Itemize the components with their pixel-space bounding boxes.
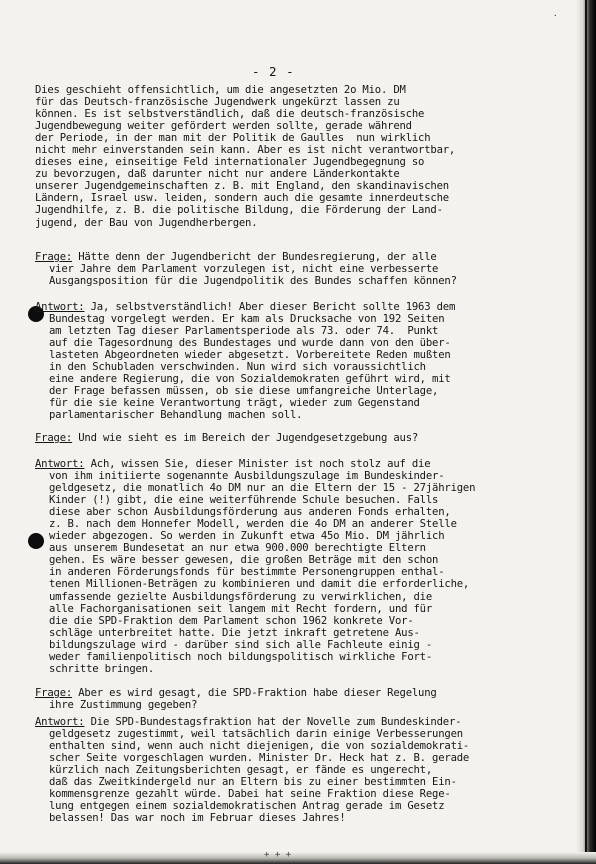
answer-block [35, 716, 555, 824]
line-text: jugend, der Bau von Jugendherbergen. [35, 216, 258, 229]
text-line [35, 663, 555, 675]
line-text: tenen Millionen-Beträgen zu kombinieren und damit die erforderliche, [49, 578, 470, 591]
line-text: alle Fachorganisationen seit langem mit Recht fordern, und für [49, 602, 433, 615]
text-line [35, 530, 555, 542]
line-text: geldgesetz zugestimmt, weil tatsächlich darin einige Verbesserungen [49, 728, 463, 741]
text-line [35, 800, 555, 812]
line-text: Jugendbewegung weiter gefördert werden sollte, gerade während [35, 120, 412, 133]
line-text: Kinder (!) gibt, die eine weiterführende Schule besuchen. Falls [49, 494, 439, 507]
line-text: dieses eine, einseitige Feld internationaler Jugendbegegnung so [35, 156, 425, 169]
text-line [35, 639, 555, 651]
text-line [35, 764, 555, 776]
line-text: ihre Zustimmung gegeben? [49, 699, 198, 712]
text-line [35, 96, 555, 108]
text-line [35, 120, 555, 132]
line-text: Ländern, Israel usw. leiden, sondern auch die gesamte innerdeutsche [35, 192, 449, 205]
speaker-label: Frage: [35, 687, 73, 699]
text-line [35, 275, 555, 287]
text-line [35, 313, 555, 325]
text-line [35, 349, 555, 361]
line-text: nicht mehr einverstanden sein kann. Aber es ist nicht verantwortbar, [35, 144, 456, 157]
intro-paragraph [35, 84, 555, 229]
text-line [35, 385, 555, 397]
line-text: bildungszulage wird - darüber sind sich alle Fachleute einig - [49, 638, 433, 651]
line-text: enthalten sind, wenn auch nicht diejenigen, die von sozialdemokrati- [49, 740, 470, 753]
line-text: umfassende gezielte Ausbildungsförderung zu verwirklichen, die [49, 590, 433, 603]
line-text: Ach, wissen Sie, dieser Minister ist noch stolz auf die [84, 458, 431, 470]
bottom-mark: + + + [264, 850, 292, 860]
text-line [35, 156, 555, 168]
text-line [35, 132, 555, 144]
line-text: gehen. Es wäre besser gewesen, die großen Beträge mit den schon [49, 554, 439, 567]
line-text: kürzlich nach Zeitungsberichten gesagt, er fände es ungerecht, [49, 764, 433, 777]
line-text: die die SPD-Fraktion dem Parlament schon 1962 konkrete Vor- [49, 614, 414, 627]
text-line [35, 518, 555, 530]
line-text: schläge unterbreitet hatte. Die jetzt inkraft getretene Aus- [49, 626, 420, 639]
text-line [35, 716, 555, 728]
line-text: weder familienpolitisch noch bildungspolitisch wirkliche Fort- [49, 650, 433, 663]
line-text: Bundestag vorgelegt werden. Er kam als Drucksache von 192 Seiten [49, 313, 445, 326]
text-line [35, 506, 555, 518]
text-line [35, 776, 555, 788]
text-line [35, 251, 555, 263]
text-line [35, 180, 555, 192]
text-line [35, 263, 555, 275]
text-line [35, 458, 555, 470]
line-text: der Periode, in der man mit der Politik de Gaulles nun wirklich [35, 132, 431, 145]
page-number: - 2 - [252, 64, 295, 79]
text-line [35, 325, 555, 337]
scan-edge-line [585, 0, 587, 864]
text-line [35, 542, 555, 554]
speaker-label: Frage: [35, 432, 73, 444]
line-text: Jugendhilfe, z. B. die politische Bildung, die Förderung der Land- [35, 204, 443, 217]
corner-mark: ˙ [552, 13, 559, 26]
scan-edge-bottom [0, 852, 596, 864]
text-line [35, 788, 555, 800]
line-text: zu bevorzugen, daß darunter nicht nur andere Länderkontakte [35, 168, 400, 181]
line-text: unserer Jugendgemeinschaften z. B. mit England, den skandinavischen [35, 180, 449, 193]
line-text: lasteten Abgeordneten wieder abgesetzt. Vorbereitete Reden mußten [49, 349, 451, 362]
text-line [35, 728, 555, 740]
line-text: daß das Zweitkindergeld nur an Eltern bis zu einer bestimmten Ein- [49, 776, 457, 789]
line-text: wieder abgezogen. So werden in Zukunft etwa 45o Mio. DM jährlich [49, 530, 445, 543]
text-line [35, 482, 555, 494]
text-line [35, 204, 555, 216]
speaker-label: Antwort: [35, 716, 85, 728]
line-text: eine andere Regierung, die von Sozialdemokraten geführt wird, mit [49, 373, 451, 386]
line-text: Hätte denn der Jugendbericht der Bundesregierung, der alle [72, 251, 437, 263]
text-line [35, 192, 555, 204]
line-text: Dies geschieht offensichtlich, um die angesetzten 2o Mio. DM [35, 84, 406, 96]
text-line [35, 301, 555, 313]
line-text: lung entgegen einem sozialdemokratischen Antrag gerade im Gesetz [49, 800, 445, 813]
text-line [35, 554, 555, 566]
speaker-label: Antwort: [35, 301, 85, 313]
line-text: für die sie keine Verantwortung trägt, wieder zum Gegenstand [49, 397, 420, 410]
text-line [35, 494, 555, 506]
text-line [35, 397, 555, 409]
line-text: scher Seite vorgeschlagen wurden. Minister Dr. Heck hat z. B. gerade [49, 752, 470, 765]
line-text: Ja, selbstverständlich! Aber dieser Bericht sollte 1963 dem [84, 301, 456, 313]
text-line [35, 84, 555, 96]
text-line [35, 699, 555, 711]
text-line [35, 144, 555, 156]
line-text: auf die Tagesordnung des Bundestages und wurde dann von den über- [49, 337, 451, 350]
text-line [35, 687, 555, 699]
line-text: für das Deutsch-französische Jugendwerk ungekürzt lassen zu [35, 96, 400, 109]
line-text: z. B. nach dem Honnefer Modell, werden die 4o DM an anderer Stelle [49, 518, 457, 531]
question-block [35, 251, 555, 287]
text-line [35, 627, 555, 639]
question-block [35, 432, 555, 444]
line-text: Ausgangsposition für die Jugendpolitik des Bundes schaffen können? [49, 275, 457, 288]
speaker-label: Antwort: [35, 458, 85, 470]
text-line [35, 470, 555, 482]
text-line [35, 603, 555, 615]
text-line [35, 566, 555, 578]
text-line [35, 651, 555, 663]
line-text: von ihm initiierte sogenannte Ausbildungszulage im Bundeskinder- [49, 470, 445, 483]
line-text: vier Jahre dem Parlament vorzulegen ist, nicht eine verbesserte [49, 263, 439, 276]
text-line [35, 373, 555, 385]
line-text: Die SPD-Bundestagsfraktion hat der Novelle zum Bundeskinder- [84, 716, 462, 728]
speaker-label: Frage: [35, 251, 73, 263]
line-text: können. Es ist selbstverständlich, daß die deutsch-französische [35, 108, 425, 121]
text-line [35, 752, 555, 764]
answer-block [35, 458, 555, 675]
line-text: geldgesetz, die monatlich 4o DM nur an die Eltern der 15 - 27jährigen [49, 482, 476, 495]
line-text: in anderen Förderungsfonds für bestimmte Personengruppen enthal- [49, 566, 445, 579]
text-line [35, 615, 555, 627]
line-text: am letzten Tag dieser Parlamentsperiode als 73. oder 74. Punkt [49, 325, 439, 338]
text-line [35, 812, 555, 824]
line-text: diese aber schon Ausbildungsförderung aus anderen Fonds erhalten, [49, 506, 451, 519]
line-text: der Frage befassen müssen, ob sie diese umfangreiche Unterlage, [49, 385, 439, 398]
line-text: belassen! Das war noch im Februar dieses Jahres! [49, 812, 346, 825]
text-line [35, 168, 555, 180]
line-text: Aber es wird gesagt, die SPD-Fraktion habe dieser Regelung [72, 687, 437, 699]
line-text: kommensgrenze gezahlt würde. Dabei hat seine Fraktion diese Rege- [49, 788, 451, 801]
text-line [35, 217, 555, 229]
question-block [35, 687, 555, 711]
line-text: schritte bringen. [49, 662, 155, 675]
answer-block [35, 301, 555, 421]
text-line [35, 361, 555, 373]
text-line [35, 409, 555, 421]
text-line [35, 337, 555, 349]
line-text: in den Schubladen verschwinden. Nun wird sich voraussichtlich [49, 361, 426, 374]
line-text: aus unserem Bundesetat an nur etwa 900.000 berechtigte Eltern [49, 542, 426, 555]
text-line [35, 108, 555, 120]
text-line [35, 578, 555, 590]
text-line [35, 432, 555, 444]
text-line [35, 740, 555, 752]
line-text: parlamentarischer Behandlung machen soll. [49, 409, 303, 422]
text-line [35, 591, 555, 603]
line-text: Und wie sieht es im Bereich der Jugendgesetzgebung aus? [72, 432, 419, 444]
